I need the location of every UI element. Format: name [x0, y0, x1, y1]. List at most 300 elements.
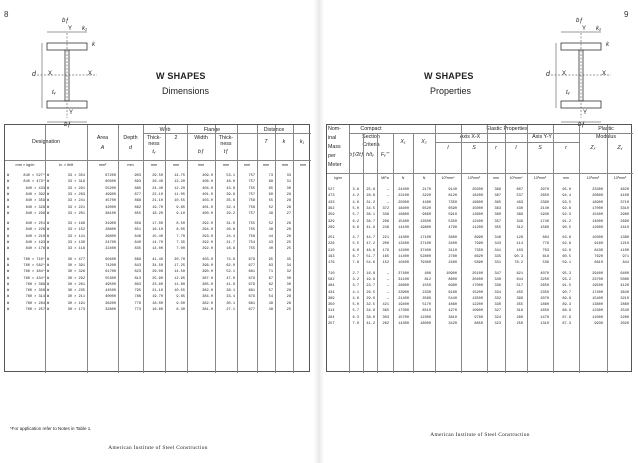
table-cell: 33.4 [226, 295, 235, 300]
table-cell: W [47, 234, 50, 239]
table-cell: 40000 [105, 295, 116, 300]
table-cell: 11.05 [174, 192, 185, 197]
table-cell: W [7, 205, 10, 210]
table-cell: 30 [286, 186, 291, 191]
table-cell: 2350 [540, 290, 549, 295]
table-cell: 52 [268, 205, 273, 210]
table-cell: 17.25 [174, 263, 185, 268]
table-cell: 618 [542, 255, 549, 259]
table-cell: 335 [494, 255, 501, 259]
table-cell: 284 [328, 315, 335, 320]
table-cell: 43.8 [226, 186, 235, 191]
table-cell: 348 [494, 236, 501, 241]
table-cell: 33 × 241 [67, 199, 85, 204]
table-cell: 52 [268, 222, 273, 227]
table-cell: 44500 [105, 289, 116, 294]
table-cell: 6180 [448, 290, 457, 295]
table-cell: 433 [328, 200, 335, 205]
table-cell: 14.75 [174, 174, 185, 178]
table-cell: 226 [328, 242, 335, 247]
table-cell: 679 [248, 257, 255, 262]
table-cell: 200 [382, 242, 389, 247]
header-cell: S [472, 145, 476, 151]
table-cell: 59.1 [562, 261, 571, 266]
publisher-footer: American Institute of Steel Construction [108, 445, 208, 451]
table-cell: 30 × 211 [67, 295, 85, 300]
table-cell: 10.55 [174, 199, 185, 204]
table-cell: 401.0 [202, 192, 213, 197]
table-cell: 840 × 210 [25, 234, 45, 239]
column-rule [461, 185, 462, 373]
table-cell: 363 [494, 206, 501, 211]
table-cell: 4.6 [352, 200, 359, 205]
diagram-label: Y [583, 110, 588, 116]
table-cell: 681 [248, 301, 255, 306]
table-cell: 38100 [105, 211, 116, 216]
table-cell: W [7, 222, 10, 227]
table-cell: 26.5 [366, 290, 375, 295]
table-cell: 280 [516, 315, 523, 320]
header-cell: Compact [360, 126, 382, 132]
table-cell: W [7, 247, 10, 252]
table-cell: 3250 [540, 277, 549, 282]
table-cell: 176 [328, 261, 335, 266]
table-cell: 4.1 [352, 290, 359, 295]
table-cell: 330 [494, 303, 501, 308]
table-cell: 89.8 [562, 296, 571, 301]
table-cell: 221 [382, 236, 389, 241]
table-cell: 343 [494, 242, 501, 247]
dimensions-table [4, 124, 310, 372]
table-cell: 41.2 [366, 322, 375, 326]
table-cell: 359 [328, 213, 335, 218]
table-cell: 19.9 [366, 277, 375, 282]
table-cell: 4790 [448, 225, 457, 230]
table-cell: W [47, 295, 50, 300]
column-rule [118, 171, 119, 373]
column-rule [293, 125, 294, 171]
table-cell: 89.3 [562, 303, 571, 308]
table-cell: 971 [622, 255, 629, 259]
column-rule [363, 185, 364, 373]
table-cell: 2.7 [352, 271, 359, 276]
table-cell: W [7, 211, 10, 216]
table-cell: 26.8 [226, 228, 235, 233]
table-row [327, 260, 633, 267]
table-cell: 33 × 152 [67, 228, 85, 233]
table-cell: 9780 [474, 315, 483, 320]
table-cell: 16.60 [152, 308, 163, 312]
table-cell: 4270 [448, 309, 457, 314]
column-rule [393, 185, 394, 373]
header-cell: bƒ [198, 149, 204, 155]
table-cell: 336 [494, 284, 501, 289]
column-rule [349, 125, 350, 185]
table-cell: 14300 [398, 236, 409, 241]
table-cell: 15400 [592, 296, 603, 301]
table-cell: 5080 [620, 277, 629, 282]
table-cell: 4070 [540, 271, 549, 276]
table-cell: 844 [622, 261, 629, 266]
table-cell: 390.0 [202, 270, 213, 275]
table-cell: 4.7 [352, 236, 359, 241]
table-cell: 840 × 251 [25, 222, 45, 227]
table-cell: 1310 [540, 322, 549, 326]
table-cell: 372 [382, 206, 389, 211]
table-cell: 30 × 191 [67, 301, 85, 306]
table-cell: 18.8 [226, 247, 235, 252]
table-cell: 262 [382, 322, 389, 326]
table-cell: 71 [268, 270, 273, 275]
table-cell: 885 [134, 186, 141, 191]
table-cell: 36200 [105, 301, 116, 306]
table-cell: 18.00 [152, 301, 163, 306]
table-cell: 840 × 359 [25, 199, 45, 204]
table-cell: 32.4 [226, 205, 235, 210]
table-cell: 537 [516, 194, 523, 199]
table-cell: 90.3 [514, 255, 523, 259]
header-cell: Thick- [218, 135, 234, 141]
table-cell: 13800 [592, 303, 603, 308]
table-cell: 3.2 [352, 277, 359, 282]
table-cell: 32800 [105, 308, 116, 312]
table-cell: 33 × 318 [67, 180, 85, 185]
table-cell: 1470 [540, 315, 549, 320]
table-cell: 193 [328, 255, 335, 259]
header-cell: Criteria [362, 142, 380, 148]
table-cell: 32 [286, 270, 291, 275]
table-cell: 29 [286, 192, 291, 197]
table-cell: 49500 [105, 282, 116, 287]
column-rule [377, 133, 378, 185]
table-cell: W [7, 228, 10, 233]
table-cell: 20800 [592, 194, 603, 199]
table-cell: W [47, 241, 50, 245]
table-cell: 6980 [448, 284, 457, 289]
table-row [5, 246, 311, 253]
column-rule [505, 185, 506, 373]
table-cell: 7350 [474, 248, 483, 253]
table-cell: 8.05 [176, 228, 185, 233]
table-cell: 840 × 193 [25, 241, 45, 245]
table-cell: 17000 [472, 284, 483, 289]
table-cell: 83 [268, 263, 273, 268]
table-cell: 54.6 [366, 261, 375, 266]
table-cell: 29.50 [152, 174, 163, 178]
table-cell: 8510 [422, 309, 431, 314]
table-cell: 114 [516, 242, 523, 247]
header-cell: ness [148, 141, 160, 147]
table-cell: 677 [248, 308, 255, 312]
table-cell: 26 [286, 222, 291, 227]
table-cell: 421 [382, 303, 389, 308]
table-cell: W [47, 263, 50, 268]
table-cell: 26 [286, 228, 291, 233]
table-cell: 33 × 169 [67, 222, 85, 227]
table-cell: 294.0 [202, 228, 213, 233]
header-cell: Elastic Properties [486, 126, 528, 132]
table-cell: 755 [248, 186, 255, 191]
table-cell: 5.0 [352, 206, 359, 211]
header-cell: X₂ [421, 139, 427, 145]
diagram-label: d [546, 71, 550, 78]
table-cell: 257 [328, 322, 335, 326]
table-cell: 40 [268, 247, 273, 252]
table-cell: 365 [382, 309, 389, 314]
table-cell: 14.00 [152, 247, 163, 252]
table-cell: 786 [134, 295, 141, 300]
table-cell: 5910 [448, 213, 457, 218]
table-cell: W [47, 205, 50, 210]
table-cell: 26600 [398, 284, 409, 289]
table-cell: 2170 [422, 188, 431, 192]
table-cell: 2860 [620, 303, 629, 308]
table-cell: 17.00 [152, 222, 163, 227]
table-cell: 87.9 [562, 315, 571, 320]
header-cell: r [565, 145, 567, 151]
table-cell: 760 × 434* [23, 276, 45, 281]
table-cell: 18.20 [152, 211, 163, 216]
header-cell: ness [220, 141, 232, 147]
table-cell: 36.1 [366, 213, 375, 218]
table-cell: 760 × 389 [25, 282, 45, 287]
column-rule [257, 125, 258, 171]
table-cell: 15700 [398, 315, 409, 320]
table-cell: 400.0 [202, 211, 213, 216]
table-cell: 62 [268, 282, 273, 287]
table-cell: 7.35 [176, 241, 185, 245]
table-cell: 382.0 [202, 289, 213, 294]
table-cell: 331 [494, 261, 501, 266]
table-cell: 33 [286, 174, 291, 178]
properties-table [326, 124, 632, 372]
table-cell: 392 [328, 206, 335, 211]
page-title: W SHAPES [156, 71, 206, 81]
table-cell: 25.90 [152, 276, 163, 281]
table-cell: 760 × 314 [25, 295, 45, 300]
table-cell: 3400 [448, 242, 457, 247]
table-cell: 93.2 [562, 277, 571, 282]
w-shape-cross-section-diagram [22, 18, 112, 128]
header-cell: Plastic [598, 126, 614, 132]
table-cell: W [47, 270, 50, 275]
header-cell: mm [127, 163, 134, 167]
table-cell: — [386, 188, 389, 192]
table-cell: 26.40 [152, 180, 163, 185]
table-cell: 25 [286, 308, 291, 312]
table-cell: 2330 [422, 290, 431, 295]
table-cell: 16800 [398, 213, 409, 218]
table-cell: 406 [424, 271, 431, 276]
table-cell: 3.7 [352, 284, 359, 289]
table-cell: 30 [286, 282, 291, 287]
table-cell: 803 [134, 282, 141, 287]
column-rule [607, 185, 608, 373]
table-cell: 314 [328, 309, 335, 314]
table-cell: W [47, 276, 50, 281]
column-rule [215, 125, 216, 171]
header-cell: mm [281, 163, 289, 167]
table-cell: 35 [286, 257, 291, 262]
column-rule [461, 125, 462, 185]
table-cell: 19.70 [152, 295, 163, 300]
table-cell: 165 [382, 255, 389, 259]
table-cell: 296 [382, 219, 389, 224]
header-cell: mm [243, 163, 251, 167]
table-cell: 332 [494, 296, 501, 301]
table-cell: 8.30 [176, 308, 185, 312]
table-cell: 7990 [474, 242, 483, 247]
diagram-label: tᵥ [566, 90, 570, 96]
table-cell: 754 [248, 241, 255, 245]
header-cell: N [422, 176, 426, 180]
table-cell: 3.8 [352, 188, 359, 192]
table-cell: 299 [328, 225, 335, 230]
table-cell: 2690 [620, 219, 629, 224]
diagram-label: X [602, 71, 607, 77]
table-cell: 5.0 [352, 303, 359, 308]
table-cell: 840 [134, 241, 141, 245]
table-cell: 41.9 [366, 225, 375, 230]
column-rule [487, 185, 488, 373]
table-cell: 31900 [105, 222, 116, 227]
right-page [326, 8, 634, 458]
table-cell: 2970 [540, 188, 549, 192]
table-cell: 26 [286, 234, 291, 239]
table-cell: 55200 [105, 186, 116, 191]
table-cell: 8.50 [176, 222, 185, 227]
table-cell: 31100 [398, 277, 409, 282]
table-cell: 11.80 [174, 282, 185, 287]
table-cell: 869 [134, 257, 141, 262]
column-rule [393, 133, 394, 185]
table-cell: 389 [516, 213, 523, 218]
row-rule [327, 173, 633, 174]
diagram-label: bƒ [578, 122, 585, 128]
table-cell: 19800 [420, 225, 431, 230]
diagram-label: Y [69, 110, 74, 116]
table-cell: 30 × 235 [67, 289, 85, 294]
table-cell: 18200 [472, 194, 483, 199]
column-rule [275, 125, 276, 171]
w-shape-cross-section-diagram [536, 18, 626, 128]
table-cell: 2070 [540, 296, 549, 301]
table-cell: 13600 [472, 213, 483, 218]
table-cell: 760 × 710* [23, 257, 45, 262]
table-cell: 52.1 [226, 270, 235, 275]
table-cell: W [7, 295, 10, 300]
table-cell: 1930 [540, 213, 549, 218]
table-cell: 6.0 [352, 248, 359, 253]
table-cell: 3560 [422, 296, 431, 301]
table-cell: 360 [494, 213, 501, 218]
table-cell: 4.2 [352, 194, 359, 199]
header-cell: mm [150, 163, 158, 167]
table-cell: 8990 [474, 236, 483, 241]
column-rule [87, 171, 88, 373]
table-cell: 32.5 [366, 303, 375, 308]
table-cell: 10900 [472, 309, 483, 314]
table-cell: 19.70 [152, 205, 163, 210]
table-cell: 62.0 [562, 248, 571, 253]
table-cell: 43 [268, 241, 273, 245]
table-cell: W [7, 263, 10, 268]
table-cell: 33 × 291 [67, 186, 85, 191]
table-cell: 681 [248, 270, 255, 275]
table-cell: 20400 [472, 277, 483, 282]
column-rule [363, 133, 364, 185]
table-cell: 33 × 118 [67, 247, 85, 252]
table-cell: 60.5 [562, 255, 571, 259]
table-cell: 17400 [592, 290, 603, 295]
table-cell: 877 [134, 192, 141, 197]
table-cell: 679 [248, 295, 255, 300]
table-cell: 840 × 299 [25, 211, 45, 216]
table-cell: 355 [494, 225, 501, 230]
table-cell: 1100 [620, 248, 629, 253]
diagram-label: k [606, 42, 609, 48]
table-cell: 53.1 [226, 174, 235, 178]
header-cell: Zₓ [590, 145, 596, 151]
table-cell: 396.0 [202, 263, 213, 268]
table-cell: W [47, 228, 50, 233]
table-cell: 25 [286, 241, 291, 245]
header-cell: tᵥ [152, 149, 156, 155]
table-cell: 5440 [448, 296, 457, 301]
row-rule [435, 142, 579, 143]
table-cell: 7620 [594, 255, 603, 259]
table-cell: W [7, 241, 10, 245]
table-cell: 33 × 130 [67, 241, 85, 245]
column-rule [187, 125, 188, 171]
table-cell: 47.2 [366, 242, 375, 247]
row-rule [349, 133, 633, 134]
header-cell: Depth [123, 135, 138, 141]
table-cell: 795 [134, 289, 141, 294]
table-cell: 44.7 [366, 236, 375, 241]
table-cell: 28 [286, 289, 291, 294]
table-cell: 8120 [448, 194, 457, 199]
header-cell: bƒ/2tƒ [349, 152, 364, 158]
table-cell: 61700 [105, 270, 116, 275]
table-cell: 6400 [620, 271, 629, 276]
table-cell: 62.0 [226, 263, 235, 268]
table-cell: 862 [134, 205, 141, 210]
column-rule [553, 185, 554, 373]
table-cell: 9930 [594, 322, 603, 326]
table-cell: 3420 [448, 322, 457, 326]
table-cell: 1550 [422, 284, 431, 289]
table-cell: 13.20 [174, 180, 185, 185]
table-cell: 18000 [420, 322, 431, 326]
table-cell: W [47, 192, 50, 197]
diagram-label: Y [68, 26, 73, 32]
table-cell: 28 [286, 199, 291, 204]
table-cell: 9160 [594, 242, 603, 247]
header-cell: 10³mm³ [586, 176, 600, 180]
header-cell: mm [493, 176, 499, 180]
table-cell: 755 [248, 247, 255, 252]
table-cell: 25100 [472, 271, 483, 276]
table-cell: 41.9 [226, 282, 235, 287]
table-cell: 7.00 [176, 247, 185, 252]
column-rule [187, 171, 188, 373]
header-cell: N [401, 176, 405, 180]
table-cell: 3220 [422, 194, 431, 199]
table-cell: 49 [268, 211, 273, 216]
header-cell: inal [328, 135, 337, 141]
table-cell: W [7, 186, 10, 191]
